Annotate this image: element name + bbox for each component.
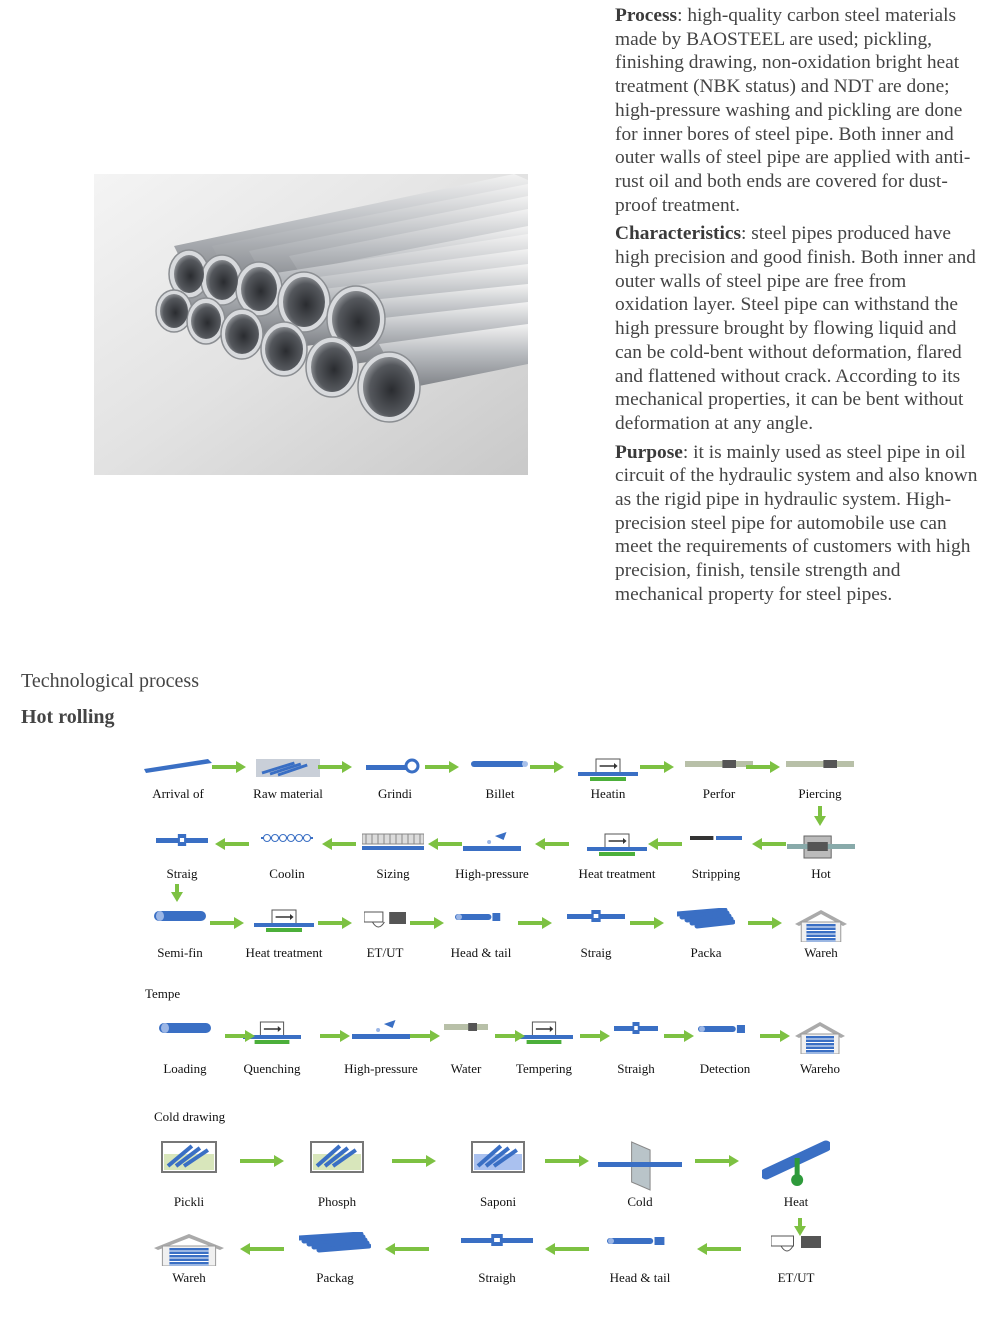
cold-drawing-step-10-icon [771,1232,821,1258]
hot-rolling-step-18-icon [455,908,507,924]
tempering-step-7-label: Detection [699,1061,751,1076]
hot-rolling-step-2-label: Raw material [253,786,323,801]
hot-rolling-step-12-icon [587,832,647,858]
process-title: Process [615,5,678,26]
hot-rolling-step-12-label: Heat treatment [578,866,656,881]
flow-arrow-right-icon [630,917,664,929]
cold-drawing-step-3-label: Saponi [479,1194,517,1209]
cold-drawing-step-7-label: Packag [316,1270,354,1285]
flow-arrow-right-icon [320,1030,350,1042]
flow-arrow-down-icon [171,884,183,902]
flow-arrow-left-icon [545,1243,589,1255]
flow-arrow-right-icon [748,917,782,929]
flow-arrow-right-icon [580,1030,610,1042]
tempering-step-5-label: Tempering [515,1061,573,1076]
hot-rolling-step-15-icon [154,908,206,924]
hot-rolling-step-6-label: Perfor [702,786,736,801]
description-column [615,4,983,612]
tempering-step-1-label: Loading [163,1061,207,1076]
cold-drawing-step-6-label: Wareh [172,1270,206,1285]
flow-arrow-right-icon [212,761,246,773]
hot-rolling-step-11-label: High-pressure [455,866,529,881]
flow-arrow-right-icon [518,917,552,929]
hot-rolling-step-16-icon [254,908,314,934]
hot-rolling-step-21-icon [795,908,847,942]
process-paragraph [615,4,983,217]
hot-rolling-step-5-icon [578,757,638,783]
flow-arrow-right-icon [760,1030,790,1042]
flow-arrow-right-icon [495,1030,525,1042]
flow-arrow-left-icon [322,838,356,850]
hot-rolling-step-8-label: Straig [166,866,198,881]
tempering-step-8-icon [795,1020,845,1054]
hot-rolling-step-1-label: Arrival of [152,786,204,801]
hot-rolling-step-20-label: Packa [690,945,722,960]
characteristics-title: Characteristics [615,223,741,245]
cold-drawing-step-6-icon [154,1232,224,1266]
hot-rolling-step-3-label: Grindi [378,786,412,801]
hot-rolling-step-7-label: Piercing [798,786,842,801]
flow-arrow-right-icon [240,1155,284,1167]
hot-rolling-step-17-icon [364,908,406,934]
flow-arrow-left-icon [648,838,682,850]
hot-rolling-step-16-label: Heat treatment [245,945,323,960]
flow-arrow-right-icon [695,1155,739,1167]
hot-rolling-step-4-label: Billet [485,786,515,801]
hot-rolling-step-6-icon [685,757,753,771]
hot-rolling-step-9-label: Coolin [269,866,305,881]
hot-rolling-step-9-icon [261,832,313,844]
cold-drawing-step-7-icon [299,1232,371,1256]
hot-rolling-step-1-icon [144,757,212,775]
purpose-title: Purpose [615,441,683,463]
technological-process-heading: Technological process [21,670,199,692]
cold-drawing-step-5-icon [762,1140,830,1188]
hot-rolling-step-21-label: Wareh [804,945,838,960]
cold-drawing-step-4-icon [598,1140,682,1192]
steel-pipes-photo [94,174,528,475]
tempering-step-6-label: Straigh [617,1061,655,1076]
hot-rolling-step-5-label: Heatin [590,786,626,801]
tempering-step-4-icon [444,1020,488,1034]
cold-drawing-step-2-label: Phosph [317,1194,357,1209]
flow-arrow-right-icon [545,1155,589,1167]
hot-rolling-step-11-icon [463,832,521,856]
characteristics-text: : steel pipes produced have high precision and good finish. Both inner and outer walls of steel pipe are free from oxidation layer. Steel pipe can withstand the high pressure brought by flowing liquid and can be cold-bent without deformation, flared and flattened without crack. According to its mechanical properties, it can be bent without deformation at any angle. [615,223,976,434]
flow-arrow-right-icon [425,761,459,773]
flow-arrow-left-icon [752,838,786,850]
flow-arrow-right-icon [664,1030,694,1042]
hot-rolling-step-17-label: ET/UT [366,945,404,960]
hot-rolling-heading: Hot rolling [21,706,115,728]
cold-drawing-step-8-icon [461,1232,533,1248]
hot-rolling-step-2-icon [256,757,320,779]
hot-rolling-step-8-icon [156,832,208,848]
hot-rolling-step-10-label: Sizing [376,866,410,881]
flow-arrow-down-icon [814,806,826,826]
flow-arrow-right-icon [210,917,244,929]
flow-arrow-right-icon [640,761,674,773]
tempering-step-3-icon [352,1020,410,1044]
cold-drawing-step-5-label: Heat [783,1194,809,1209]
purpose-text: : it is mainly used as steel pipe in oil circuit of the hydraulic system and also known as the rigid pipe in hydraulic system. High-precision steel pipe for automobile use can meet the requirements of customers with high precision, finish, tensile strength and mechanical property for steel pipes. [615,441,978,605]
hot-rolling-step-18-label: Head & tail [450,945,512,960]
flow-arrow-right-icon [318,761,352,773]
flow-arrow-right-icon [410,917,444,929]
flow-arrow-left-icon [385,1243,429,1255]
tempering-step-1-icon [159,1020,211,1036]
flow-arrow-right-icon [410,1030,440,1042]
hot-rolling-step-4-icon [471,757,529,771]
flow-arrow-right-icon [392,1155,436,1167]
flow-arrow-left-icon [535,838,569,850]
cold-drawing-title: Cold drawing [154,1109,226,1124]
hot-rolling-step-20-icon [677,908,735,932]
tempering-step-3-label: High-pressure [344,1061,418,1076]
cold-drawing-step-8-label: Straigh [478,1270,516,1285]
process-text: : high-quality carbon steel materials made by BAOSTEEL are used; pickling, finishing drawing, non-oxidation bright heat treatment (NBK status) and NDT are done; high-pressure washing and pickling are done for inner bores of steel pipe. Both inner and outer walls of steel pipe are applied with anti-rust oil and both ends are covered for dust-proof treatment. [615,5,971,216]
hot-rolling-step-3-icon [366,757,424,775]
hot-rolling-step-10-icon [362,832,424,854]
hot-rolling-step-15-label: Semi-fin [157,945,203,960]
hot-rolling-step-14-icon [787,832,855,862]
cold-drawing-step-9-icon [607,1232,673,1248]
tempering-step-8-label: Wareho [799,1061,841,1076]
cold-drawing-step-10-label: ET/UT [777,1270,815,1285]
hot-rolling-step-7-icon [786,757,854,771]
cold-drawing-step-4-label: Cold [627,1194,653,1209]
flow-arrow-right-icon [530,761,564,773]
tempering-step-4-label: Water [450,1061,482,1076]
tempering-step-7-icon [698,1020,752,1036]
cold-drawing-step-1-icon [160,1140,218,1174]
tempering-step-6-icon [614,1020,658,1036]
flow-arrow-left-icon [428,838,462,850]
flow-arrow-left-icon [215,838,249,850]
characteristics-paragraph [615,222,983,435]
hot-rolling-step-19-icon [567,908,625,924]
hot-rolling-step-13-label: Stripping [691,866,741,881]
flow-arrow-left-icon [240,1243,284,1255]
flow-arrow-right-icon [225,1030,255,1042]
cold-drawing-step-2-icon [309,1140,365,1174]
tempering-step-2-label: Quenching [243,1061,301,1076]
hot-rolling-step-19-label: Straig [580,945,612,960]
cold-drawing-step-9-label: Head & tail [609,1270,671,1285]
hot-rolling-step-14-label: Hot [811,866,831,881]
flow-arrow-left-icon [697,1243,741,1255]
cold-drawing-step-1-label: Pickli [173,1194,205,1209]
tempering-title: Tempe [145,986,181,1001]
flow-arrow-right-icon [746,761,780,773]
flow-arrow-right-icon [318,917,352,929]
purpose-paragraph [615,441,983,607]
cold-drawing-step-3-icon [470,1140,526,1174]
hot-rolling-step-13-icon [690,832,742,844]
